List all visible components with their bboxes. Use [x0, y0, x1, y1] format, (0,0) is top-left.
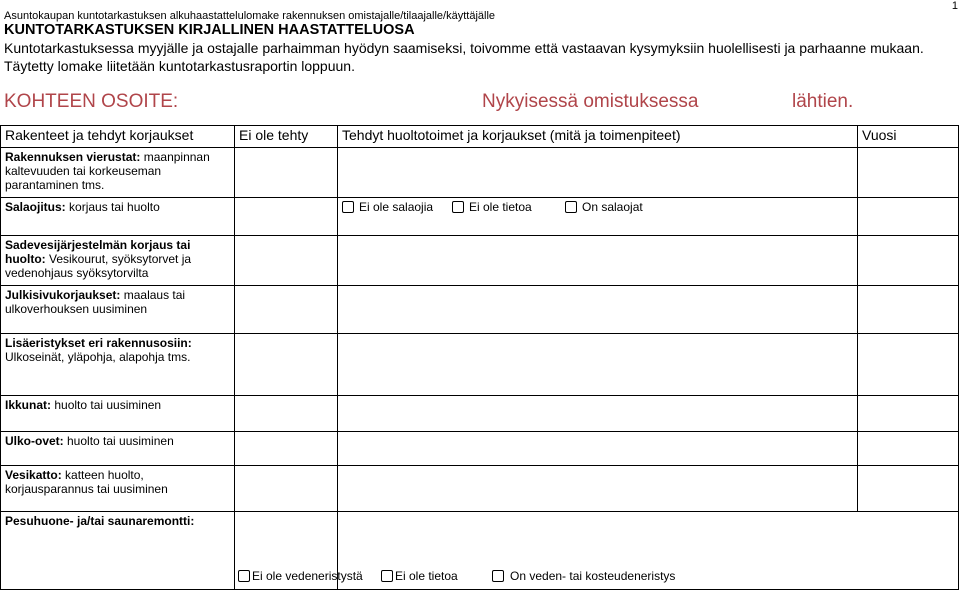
table-row: [1, 236, 959, 286]
done-cell[interactable]: [338, 432, 858, 466]
row-label: Rakennuksen vierustat: maanpinnan kaltevuuden tai korkeuseman parantaminen tms.: [1, 148, 235, 198]
done-cell[interactable]: [338, 396, 858, 432]
bathroom-options: Ei ole vedeneristystä Ei ole tietoa On veden- tai kosteudeneristys: [338, 512, 959, 590]
row-label: Ulko-ovet: huolto tai uusiminen: [1, 432, 235, 466]
done-cell[interactable]: [338, 286, 858, 334]
header-not-done: Ei ole tehty: [235, 126, 338, 148]
header-year: Vuosi: [858, 126, 959, 148]
not-done-cell[interactable]: [235, 286, 338, 334]
since-label: lähtien.: [792, 91, 854, 112]
not-done-cell[interactable]: [235, 334, 338, 396]
table-row: [1, 396, 959, 432]
not-done-cell[interactable]: [235, 466, 338, 512]
row-label: Vesikatto: katteen huolto, korjausparannus tai uusiminen: [1, 466, 235, 512]
checkbox-has-drains[interactable]: [565, 201, 577, 213]
row-label: Sadevesijärjestelmän korjaus tai huolto: Vesikourut, syöksytorvet ja vedenohjaus syöksytorvilta: [1, 236, 235, 286]
intro-text: Kuntotarkastuksessa myyjälle ja ostajalle parhaimman hyödyn saamiseksi, toivomme että vastaavan kysymyksiin huolellisesti ja parhaanne mukaan. Täytetty lomake liitetään kuntotarkastusraportin loppuun.: [4, 40, 924, 74]
repairs-table: [0, 125, 959, 590]
not-done-cell[interactable]: [235, 148, 338, 198]
checkbox-no-waterproofing[interactable]: [238, 570, 250, 582]
table-row: [1, 432, 959, 466]
table-header-row: [1, 126, 959, 148]
not-done-cell[interactable]: [235, 198, 338, 236]
form-subtitle: Asuntokaupan kuntotarkastuksen alkuhaastattelulomake rakennuksen omistajalle/tilaajalle/käyttäjälle: [4, 10, 496, 22]
table-row: [1, 198, 959, 236]
row-label: Ikkunat: huolto tai uusiminen: [1, 396, 235, 432]
header-structures: Rakenteet ja tehdyt korjaukset: [1, 126, 235, 148]
year-cell[interactable]: [858, 198, 959, 236]
year-cell[interactable]: [858, 148, 959, 198]
not-done-cell[interactable]: [235, 396, 338, 432]
table-row: [1, 512, 959, 590]
done-cell[interactable]: [338, 236, 858, 286]
row-label: Pesuhuone- ja/tai saunaremontti:: [1, 512, 235, 590]
year-cell[interactable]: [858, 286, 959, 334]
table-row: [1, 334, 959, 396]
address-label: KOHTEEN OSOITE:: [4, 91, 179, 112]
row-label: Salaojitus: korjaus tai huolto: [1, 198, 235, 236]
year-cell[interactable]: [858, 236, 959, 286]
ownership-label: Nykyisessä omistuksessa: [482, 91, 699, 112]
done-cell[interactable]: [338, 334, 858, 396]
checkbox-has-waterproofing[interactable]: [492, 570, 504, 582]
year-cell[interactable]: [858, 396, 959, 432]
row-label: Julkisivukorjaukset: maalaus tai ulkoverhouksen uusiminen: [1, 286, 235, 334]
table-row: [1, 286, 959, 334]
year-cell[interactable]: [858, 432, 959, 466]
not-done-cell[interactable]: [235, 432, 338, 466]
year-cell[interactable]: [858, 334, 959, 396]
checkbox-drains-unknown[interactable]: [452, 201, 464, 213]
table-row: [1, 148, 959, 198]
header-done: Tehdyt huoltotoimet ja korjaukset (mitä ja toimenpiteet): [338, 126, 858, 148]
form-title: KUNTOTARKASTUKSEN KIRJALLINEN HAASTATTELUOSA: [4, 22, 415, 38]
done-cell[interactable]: [338, 148, 858, 198]
table-row: [1, 466, 959, 512]
row-label: Lisäeristykset eri rakennusosiin: Ulkoseinät, yläpohja, alapohja tms.: [1, 334, 235, 396]
not-done-cell[interactable]: [235, 236, 338, 286]
drainage-options: Ei ole salaojia Ei ole tietoa On salaojat: [338, 198, 858, 236]
done-cell[interactable]: [338, 466, 858, 512]
checkbox-no-drains[interactable]: [342, 201, 354, 213]
checkbox-waterproofing-unknown[interactable]: [381, 570, 393, 582]
page-number: 1: [951, 0, 958, 12]
year-cell[interactable]: [858, 466, 959, 512]
